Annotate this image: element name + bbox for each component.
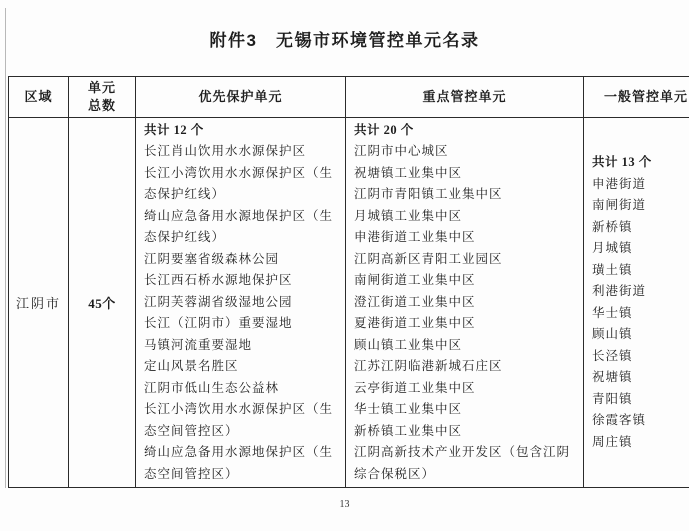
list-item: 祝塘镇工业集中区 [354,165,463,180]
key-unit-list [354,141,580,485]
list-item: 江阴市青阳镇工业集中区 [354,187,503,202]
cell-priority-protection-units [136,118,346,488]
header-priority-protection-units: 优先保护单元 [136,77,346,118]
list-item: 马镇河流重要湿地 [144,337,253,352]
list-item: 新桥镇工业集中区 [354,423,463,438]
general-summary: 共计 13 个 [592,155,652,169]
list-item: 新桥镇 [592,219,633,234]
list-item: 璜土镇 [592,262,633,277]
list-item: 江阴高新区青阳工业园区 [354,251,503,266]
page-title: 附件3 无锡市环境管控单元名录 [209,31,480,50]
list-item: 南闸街道 [592,198,647,212]
list-item: 月城镇工业集中区 [354,208,463,223]
list-item: 江阴高新技术产业开发区（包含江阴综合保税区） [354,445,571,481]
table-row [9,118,689,488]
header-general-control-units: 一般管控单元 [584,77,689,118]
cell-general-control-units [584,118,689,488]
list-item: 绮山应急备用水源地保护区（生态保护红线） [144,208,334,245]
list-item: 澄江街道工业集中区 [354,294,476,309]
table-header-row [9,77,689,118]
priority-summary: 共计 12 个 [144,122,204,137]
list-item: 长泾镇 [592,348,633,363]
cell-total-units: 45个 [69,118,136,488]
header-key-control-units: 重点管控单元 [346,77,584,118]
key-summary: 共计 20 个 [354,122,414,137]
general-unit-list [592,174,689,454]
page-edge-line [5,8,6,488]
list-item: 南闸街道工业集中区 [354,273,476,288]
priority-unit-list [144,141,342,485]
list-item: 顾山镇工业集中区 [354,337,463,352]
list-item: 夏港街道工业集中区 [354,316,476,331]
list-item: 长江（江阴市）重要湿地 [144,316,293,331]
list-item: 江苏江阴临港新城石庄区 [354,359,503,374]
list-item: 云亭街道工业集中区 [354,380,476,395]
control-units-table [8,76,689,488]
list-item: 长江西石桥水源地保护区 [144,273,293,288]
list-item: 顾山镇 [592,327,633,341]
list-item: 申港街道工业集中区 [354,230,476,245]
page-number: 13 [339,499,350,510]
list-item: 徐霞客镇 [592,413,647,427]
list-item: 江阴要塞省级森林公园 [144,251,280,266]
list-item: 定山风景名胜区 [144,359,239,374]
list-item: 华士镇工业集中区 [354,402,463,417]
header-region: 区域 [9,77,69,118]
cell-key-control-units [346,118,584,488]
list-item: 利港街道 [592,284,647,298]
list-item: 申港街道 [592,176,647,191]
list-item: 绮山应急备用水源地保护区（生态空间管控区） [144,445,334,481]
list-item: 青阳镇 [592,391,633,406]
list-item: 长江小湾饮用水水源保护区（生态保护红线） [144,165,334,202]
list-item: 华士镇 [592,305,633,320]
list-item: 长江肖山饮用水水源保护区 [144,144,307,159]
list-item: 周庄镇 [592,434,633,449]
header-total-units: 单元总数 [69,77,136,118]
list-item: 月城镇 [592,241,633,255]
list-item: 长江小湾饮用水水源保护区（生态空间管控区） [144,402,334,438]
list-item: 江阴市低山生态公益林 [144,380,280,395]
list-item: 祝塘镇 [592,370,633,384]
list-item: 江阴芙蓉湖省级湿地公园 [144,294,293,309]
cell-region: 江阴市 [9,118,69,488]
list-item: 江阴市中心城区 [354,144,449,159]
